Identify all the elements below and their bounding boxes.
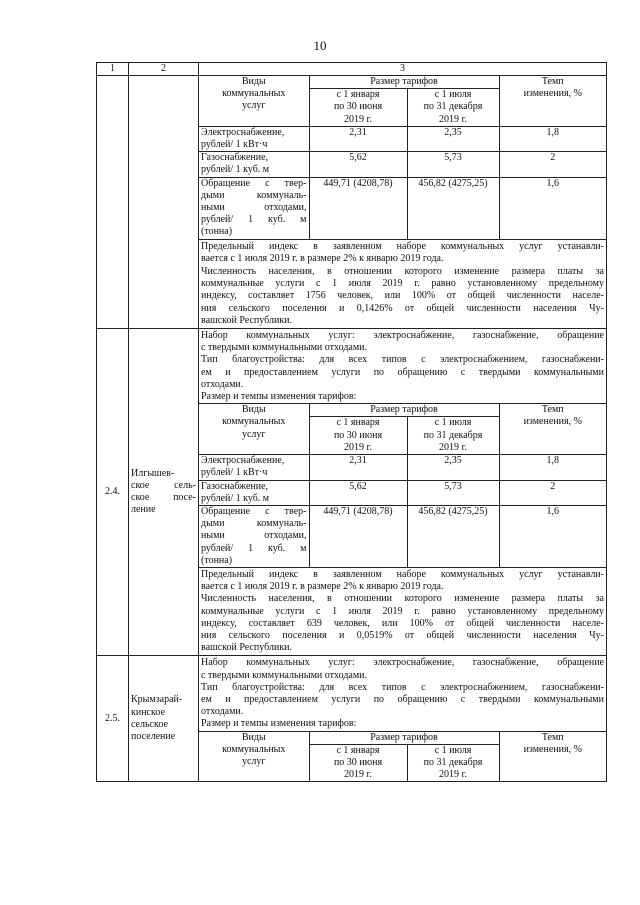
tariff-row-waste — [199, 177, 606, 239]
row-number-cell — [97, 656, 129, 782]
column-numbers-row — [97, 63, 607, 76]
tariff-details-cell — [199, 329, 607, 656]
change-rate-value: 1,8 — [499, 126, 606, 151]
period-2-header: с 1 июля по 31 декабря 2019 г. — [407, 89, 499, 127]
page-number: 10 — [313, 38, 327, 53]
settlement-row-2-4 — [97, 329, 607, 656]
tariff-value-1: 5,62 — [309, 480, 407, 505]
settlement-row-2-5 — [97, 656, 607, 782]
col-number-1: 1 — [97, 63, 129, 76]
index-paragraph: Предельный индекс в заявленном наборе коммунальных услуг устанавли- вается с 1 июля 2019 г. в размере 2% к январю 2019 года. — [201, 568, 604, 593]
tariffs-table — [96, 62, 607, 782]
population-paragraph: Численность населения, в отношении которого изменение размера платы за коммунальные услуги с 1 июля 2019 г. равно установленному предельному индексу, составляет 1756 человек, или 100% от общей численности населе- ния сельского поселения и 0,1426% от общей численности населения Чу- вашской Республики. — [201, 266, 604, 326]
settlement-name: Крымзарай- кинское сельское поселение — [131, 694, 183, 743]
row-number-cell — [97, 329, 129, 656]
tariff-details-cell — [199, 656, 607, 782]
row-number: 2.5. — [105, 712, 120, 724]
population-paragraph: Численность населения, в отношении которого изменение размера платы за коммунальные услуги с 1 июля 2019 г. равно установленному предельному индексу, составляет 639 человек, или 100% от общей численности населе- ния сельского поселения и 0,0519% от общей численности населения Чу- вашской Республики. — [201, 593, 604, 654]
tariff-row-waste — [199, 505, 606, 567]
period-1-header: с 1 января по 30 июня 2019 г. — [309, 89, 407, 127]
service-name: Обращение с твер- дыми коммуналь- ными отходами, рублей/ 1 куб. м (тонна) — [199, 177, 309, 239]
period-1-header: с 1 января по 30 июня 2019 г. — [309, 744, 407, 781]
tariff-value-1: 449,71 (4208,78) — [309, 505, 407, 567]
service-name: Электроснабжение, рублей/ 1 кВт·ч — [199, 455, 309, 480]
change-rate-value: 1,8 — [499, 455, 606, 480]
tariff-value-1: 2,31 — [309, 126, 407, 151]
change-rate-value: 2 — [499, 152, 606, 177]
change-rate-header: Темп изменения, % — [499, 731, 606, 781]
improvement-type-paragraph: Тип благоустройства: для всех типов с электроснабжением, газоснабжени- ем и предоставлением услуги по обращению с твердыми коммунальными отходами. — [201, 681, 604, 718]
change-rate-header: Темп изменения, % — [499, 76, 606, 126]
change-rate-header: Темп изменения, % — [499, 404, 606, 455]
row-number-cell — [97, 76, 129, 329]
tariff-value-1: 2,31 — [309, 455, 407, 480]
settlement-name-cell — [129, 656, 199, 782]
settlement-name: Илгышев- ское сель- ское посе- ление — [131, 467, 196, 516]
tariff-subtable — [199, 403, 606, 568]
col-number-3: 3 — [199, 63, 607, 76]
tariff-value-2: 456,82 (4275,25) — [407, 505, 499, 567]
tariff-subtable — [199, 76, 606, 240]
tariff-size-header: Размер тарифов — [309, 731, 499, 744]
services-header: Виды коммунальных услуг — [199, 76, 309, 126]
rates-title: Размер и темпы изменения тарифов: — [201, 718, 357, 730]
tariff-row-electricity — [199, 126, 606, 151]
tariff-size-header: Размер тарифов — [309, 76, 499, 89]
tariff-value-2: 456,82 (4275,25) — [407, 177, 499, 239]
improvement-type-paragraph: Тип благоустройства: для всех типов с электроснабжением, газоснабжени- ем и предоставлением услуги по обращению с твердыми коммунальными отходами. — [201, 354, 604, 390]
service-name: Обращение с твер- дыми коммуналь- ными отходами, рублей/ 1 куб. м (тонна) — [199, 505, 309, 567]
settlement-row-continued — [97, 76, 607, 329]
row-number: 2.4. — [105, 486, 120, 498]
tariff-row-gas — [199, 480, 606, 505]
settlement-name-cell — [129, 76, 199, 329]
tariff-value-2: 5,73 — [407, 152, 499, 177]
services-header: Виды коммунальных услуг — [199, 731, 309, 781]
period-2-header: с 1 июля по 31 декабря 2019 г. — [407, 744, 499, 781]
services-set-paragraph: Набор коммунальных услуг: электроснабжение, газоснабжение, обращение с твердыми коммунальными отходами. — [201, 657, 604, 681]
tariff-value-2: 5,73 — [407, 480, 499, 505]
tariff-subtable — [199, 731, 606, 782]
tariff-row-gas — [199, 152, 606, 177]
change-rate-value: 1,6 — [499, 177, 606, 239]
change-rate-value: 2 — [499, 480, 606, 505]
rates-title: Размер и темпы изменения тарифов: — [201, 391, 357, 403]
tariff-value-1: 5,62 — [309, 152, 407, 177]
col-number-2: 2 — [129, 63, 199, 76]
tariff-row-electricity — [199, 455, 606, 480]
settlement-name-cell — [129, 329, 199, 656]
tariff-details-cell — [199, 76, 607, 329]
services-header: Виды коммунальных услуг — [199, 404, 309, 455]
tariff-value-1: 449,71 (4208,78) — [309, 177, 407, 239]
period-1-header: с 1 января по 30 июня 2019 г. — [309, 417, 407, 455]
index-paragraph: Предельный индекс в заявленном наборе коммунальных услуг устанавли- вается с 1 июля 2019 г. в размере 2% к январю 2019 года. — [201, 240, 604, 264]
change-rate-value: 1,6 — [499, 505, 606, 567]
tariff-value-2: 2,35 — [407, 455, 499, 480]
period-2-header: с 1 июля по 31 декабря 2019 г. — [407, 417, 499, 455]
service-name: Газоснабжение, рублей/ 1 куб. м — [199, 152, 309, 177]
service-name: Электроснабжение, рублей/ 1 кВт·ч — [199, 126, 309, 151]
tariff-size-header: Размер тарифов — [309, 404, 499, 417]
service-name: Газоснабжение, рублей/ 1 куб. м — [199, 480, 309, 505]
services-set-paragraph: Набор коммунальных услуг: электроснабжение, газоснабжение, обращение с твердыми коммунальными отходами. — [201, 330, 604, 354]
tariff-value-2: 2,35 — [407, 126, 499, 151]
